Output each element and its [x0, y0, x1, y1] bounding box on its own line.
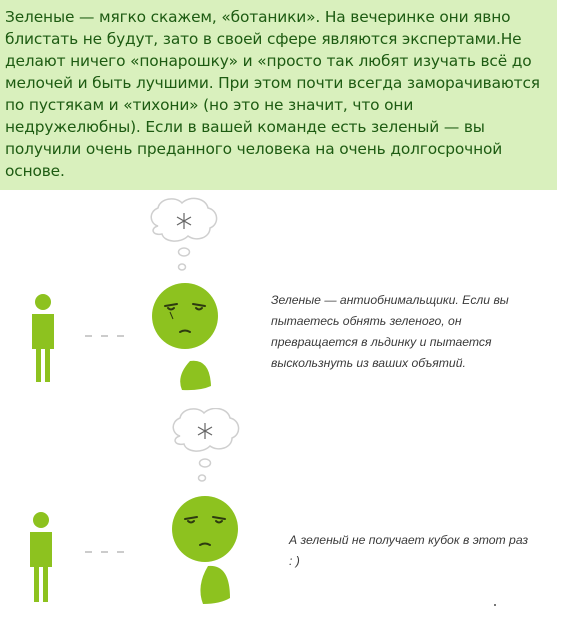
intro-block: [0, 0, 557, 190]
thought-cloud: [173, 408, 238, 481]
panel-caption: А зеленый не получает кубок в этот раз : ): [289, 533, 529, 568]
illustration-panel-hug: [0, 196, 562, 406]
panel-caption: Зеленые — антиобнимальщики. Если вы пытаетесь обнять зеленого, он превращается в льдинку и пытается выскользнуть из ваших объятий.: [271, 293, 509, 370]
trophy-illustration: [0, 408, 562, 618]
person-figure: [32, 294, 54, 382]
person-figure: [30, 512, 52, 602]
thought-cloud: [151, 198, 216, 270]
green-character: [172, 496, 238, 604]
illustration-panel-trophy: [0, 408, 562, 618]
green-character: [152, 283, 218, 390]
decorative-dot: [494, 604, 496, 606]
intro-text: Зеленые — мягко скажем, «ботаники». На вечеринке они явно блистать не будут, зато в своей сфере являются экспертами.Не делают ничего «понарошку» и «просто так любят изучать всё до мелочей и быть лучшими. При этом почти всегда заморачиваются по пустякам и «тихони» (но это не значит, что они недружелюбны). Если в вашей команде есть зеленый — вы получили очень преданного человека на очень долгосрочной основе.: [5, 8, 540, 180]
